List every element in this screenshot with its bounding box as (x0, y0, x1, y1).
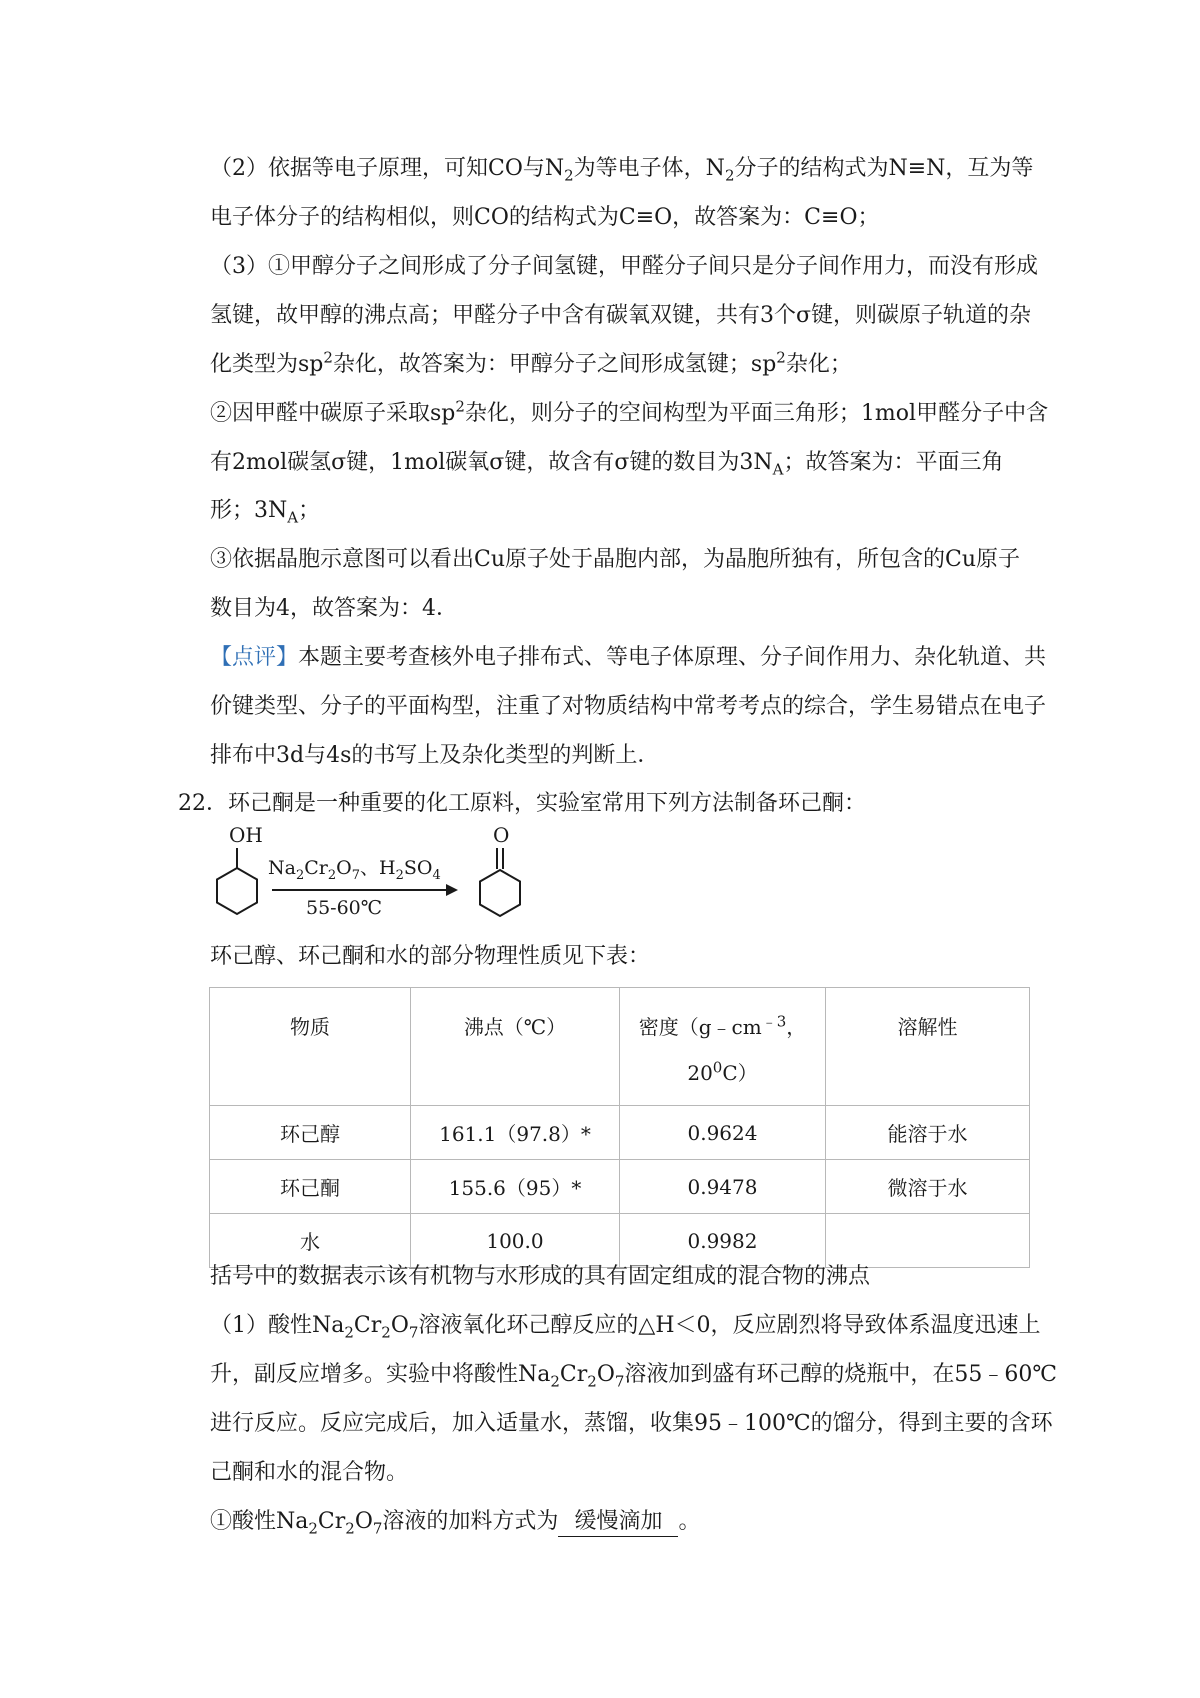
product-o-label: O (493, 823, 510, 847)
table-cell: 161.1（97.8）* (411, 1106, 620, 1160)
table-cell: 水 (210, 1214, 411, 1268)
header-solubility: 溶解性 (826, 988, 1030, 1106)
cyclohexanone-ring (480, 870, 520, 916)
table-cell (826, 1214, 1030, 1268)
q22-part1-line-3: 进行反应。反应完成后，加入适量水，蒸馏，收集95﹣100℃的馏分，得到主要的含环 (210, 1411, 1053, 1436)
table-row (210, 1214, 1030, 1268)
comment-line-1: 【点评】本题主要考查核外电子排布式、等电子体原理、分子间作用力、杂化轨道、共 (210, 645, 1047, 670)
header-density: 密度（$g﹣cm^{﹣3}$， $20^0C$） (620, 988, 826, 1106)
part3-line-6: 形；$3N_A$； (210, 498, 321, 527)
part2-line-2: 电子体分子的结构相似，则CO的结构式为C≡O，故答案为：C≡O； (210, 205, 880, 230)
q22-sub1: ①酸性$Na_2Cr_2O_7$溶液的加料方式为 缓慢滴加 。 (210, 1509, 701, 1538)
table-cell: 100.0 (411, 1214, 620, 1268)
table-cell: 0.9624 (620, 1106, 826, 1160)
q22-part1-line-1: （1）酸性$Na_2Cr_2O_7$溶液氧化环己醇反应的△H＜0，反应剧烈将导致体系温度迅速上 (210, 1313, 1041, 1342)
reaction-scheme (206, 818, 546, 948)
answer-blank: 缓慢滴加 (558, 1508, 678, 1537)
table-cell: 0.9982 (620, 1214, 826, 1268)
table-note: 括号中的数据表示该有机物与水形成的具有固定组成的混合物的沸点 (210, 1264, 871, 1289)
header-substance: 物质 (210, 988, 411, 1106)
table-cell: 环己醇 (210, 1106, 411, 1160)
table-header-row (210, 988, 1030, 1106)
part2-line-1: （2）依据等电子原理，可知CO与$N_2$为等电子体，$N_2$分子的结构式为N≡N，互为等 (210, 156, 1034, 185)
part3-line-8: 数目为4，故答案为：4． (210, 596, 458, 621)
cyclohexanol-ring (217, 868, 257, 914)
table-cell: 0.9478 (620, 1160, 826, 1214)
part3-line-3: 化类型为$sp^2$杂化，故答案为：甲醇分子之间形成氢键；$sp^2$杂化； (210, 348, 852, 377)
condition-label: 55-60℃ (306, 897, 383, 919)
question-22-title: 22．环己酮是一种重要的化工原料，实验室常用下列方法制备环己酮： (178, 791, 866, 816)
comment-line-2: 价键类型、分子的平面构型，注重了对物质结构中常考考点的综合，学生易错点在电子 (210, 694, 1047, 719)
table-intro: 环己醇、环己酮和水的部分物理性质见下表： (210, 944, 651, 969)
table-cell: 能溶于水 (826, 1106, 1030, 1160)
reagent-label: $Na_2Cr_2O_7$、$H_2SO_4$ (268, 857, 441, 883)
table-cell: 微溶于水 (826, 1160, 1030, 1214)
table-row (210, 1160, 1030, 1214)
reactant-oh-label: OH (229, 823, 263, 847)
part3-line-1: （3）①甲醇分子之间形成了分子间氢键，甲醛分子间只是分子间作用力，而没有形成 (210, 254, 1038, 279)
part3-line-7: ③依据晶胞示意图可以看出Cu原子处于晶胞内部，为晶胞所独有，所包含的Cu原子 (210, 547, 1021, 572)
part3-line-5: 有2mol碳氢σ键，1mol碳氧σ键，故含有σ键的数目为$3N_A$；故答案为：平面三角 (210, 450, 1004, 479)
comment-line-3: 排布中3d与4s的书写上及杂化类型的判断上． (210, 743, 660, 768)
table-cell: 环己酮 (210, 1160, 411, 1214)
comment-tag: 【点评】 (210, 645, 299, 670)
table-row (210, 1106, 1030, 1160)
part3-line-4: ②因甲醛中碳原子采取$sp^2$杂化，则分子的空间构型为平面三角形；1mol甲醛分子中含 (210, 397, 1049, 426)
part3-line-2: 氢键，故甲醇的沸点高；甲醛分子中含有碳氧双键，共有3个σ键，则碳原子轨道的杂 (210, 303, 1032, 328)
q22-part1-line-4: 己酮和水的混合物。 (210, 1460, 409, 1485)
table-cell: 155.6（95）* (411, 1160, 620, 1214)
properties-table (209, 987, 1030, 1268)
header-boiling-point: 沸点（℃） (411, 988, 620, 1106)
q22-part1-line-2: 升，副反应增多。实验中将酸性$Na_2Cr_2O_7$溶液加到盛有环己醇的烧瓶中，在55﹣60℃ (210, 1362, 1058, 1391)
